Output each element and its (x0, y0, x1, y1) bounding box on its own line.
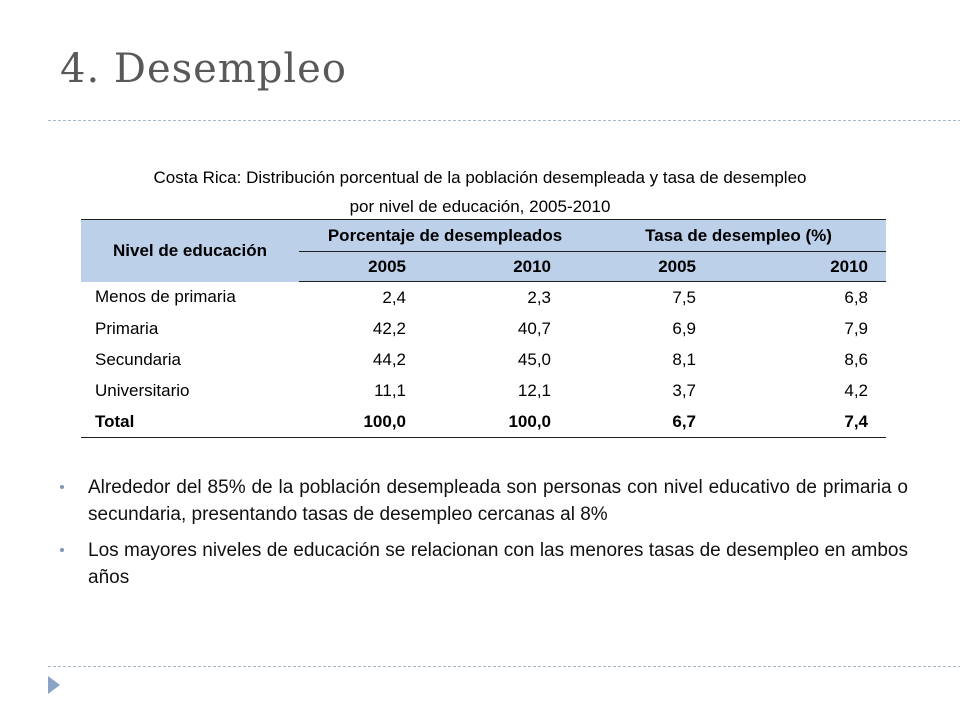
bullet-text: Alrededor del 85% de la población desempleada son personas con nivel educativo de primaria o secundaria, presentando tasas de desempleo cercanas al 8% (88, 477, 908, 525)
row-label: Universitario (95, 380, 190, 400)
table-cell: 45,0 (517, 349, 552, 369)
table-cell: 40,7 (517, 318, 552, 338)
row-label: Primaria (95, 318, 159, 338)
bullet-text: Los mayores niveles de educación se relacionan con las menores tasas de desempleo en ambos años (88, 540, 908, 588)
table-row (81, 344, 886, 375)
table-cell: 7,5 (672, 287, 697, 307)
header-year: 2005 (591, 252, 736, 282)
header-year: 2005 (299, 252, 446, 282)
header-year: 2010 (736, 252, 886, 282)
table-cell: 4,2 (844, 380, 869, 400)
bullet-icon (60, 485, 64, 489)
table-cell: 8,1 (672, 349, 697, 369)
table-row-total (81, 406, 886, 438)
bullet-list (60, 474, 908, 600)
top-divider (48, 120, 960, 121)
header-percent-unemployed: Porcentaje de desempleados (299, 220, 591, 252)
bottom-divider (48, 666, 960, 667)
table-cell: 12,1 (517, 380, 552, 400)
list-item (60, 537, 908, 591)
header-education-level: Nivel de educación (81, 220, 299, 282)
row-label: Menos de primaria (95, 287, 236, 307)
table-cell: 100,0 (299, 406, 446, 438)
table-title-line-2: por nivel de educación, 2005-2010 (349, 197, 611, 216)
table-cell: 3,7 (672, 380, 697, 400)
bullet-icon (60, 548, 64, 552)
table-cell: 8,6 (844, 349, 869, 369)
table-cell: 6,8 (844, 287, 869, 307)
list-item (60, 474, 908, 528)
slide-title: 4. Desempleo (60, 46, 347, 92)
table-cell: 2,4 (382, 287, 406, 307)
unemployment-table (81, 219, 886, 438)
table-cell: 100,0 (446, 406, 591, 438)
row-label: Secundaria (95, 349, 182, 369)
table-cell: 7,9 (844, 318, 869, 338)
row-label: Total (81, 406, 299, 438)
table-cell: 42,2 (372, 318, 406, 338)
table-cell: 6,7 (591, 406, 736, 438)
table-title-line-1: Costa Rica: Distribución porcentual de la población desempleada y tasa de desempleo (153, 168, 807, 187)
table-cell: 44,2 (372, 349, 406, 369)
header-unemployment-rate: Tasa de desempleo (%) (591, 220, 886, 252)
header-year: 2010 (446, 252, 591, 282)
table-row (81, 375, 886, 406)
table-row (81, 282, 886, 314)
table-row (81, 313, 886, 344)
triangle-right-icon[interactable] (48, 676, 60, 694)
table-title (80, 163, 880, 221)
table-cell: 11,1 (374, 380, 406, 400)
table-cell: 7,4 (736, 406, 886, 438)
table-cell: 6,9 (672, 318, 697, 338)
table-cell: 2,3 (527, 287, 552, 307)
